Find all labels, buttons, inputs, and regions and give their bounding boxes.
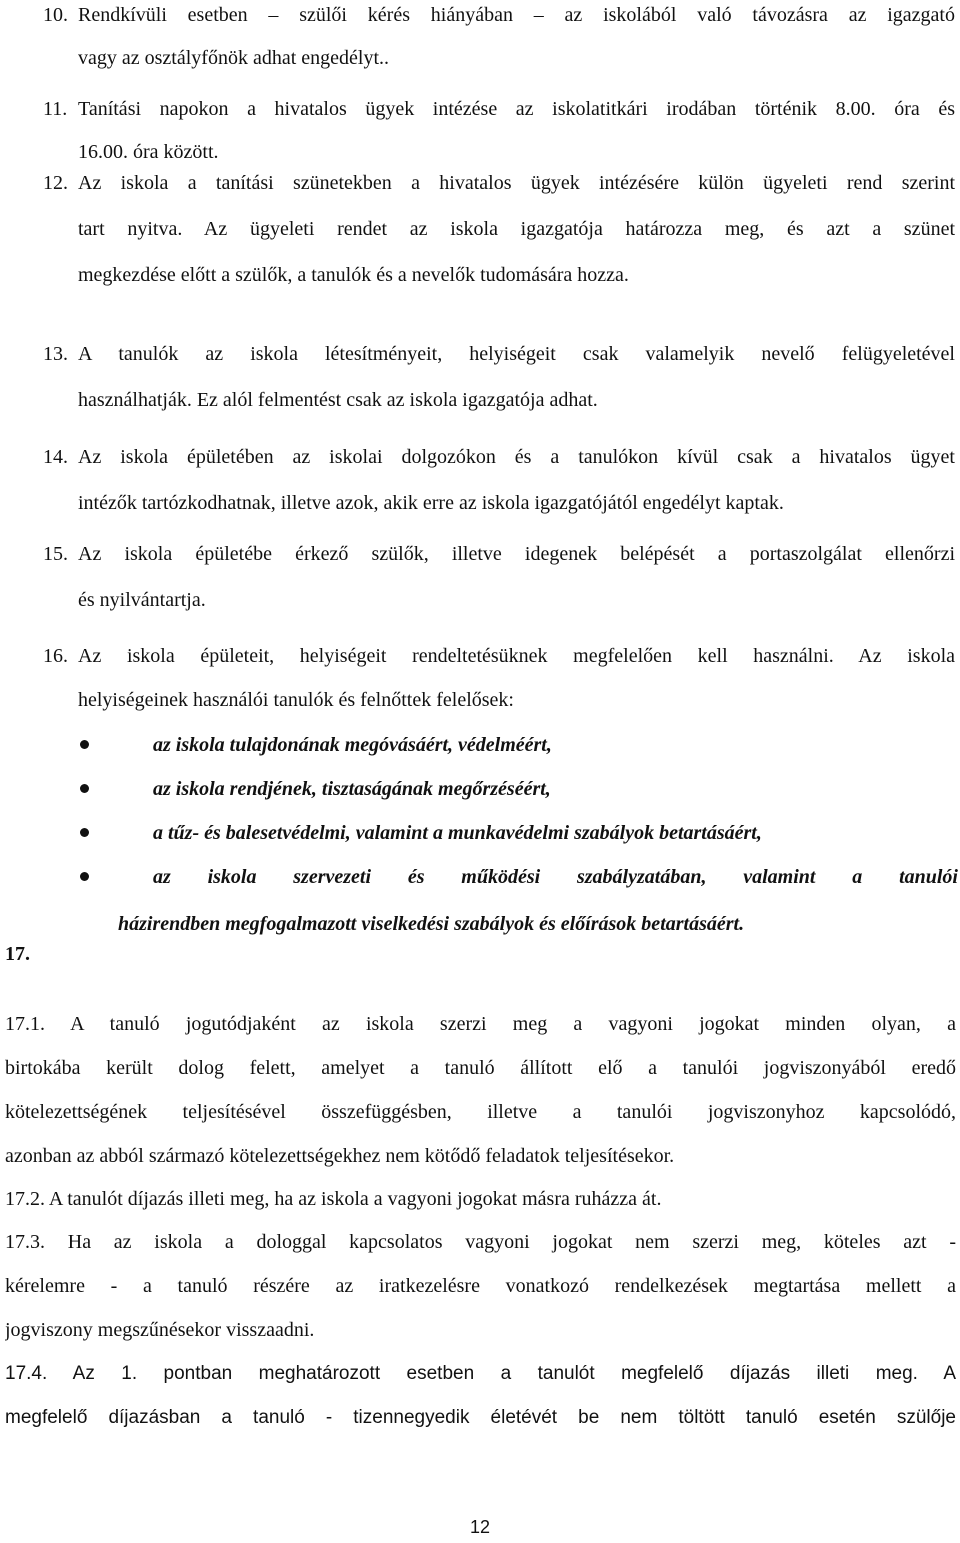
- item-number: 14.: [43, 446, 68, 468]
- list-item-13: [43, 331, 955, 423]
- paragraph-line: kérelemre - a tanuló részére az iratkezelésre vonatkozó rendelkezések megtartása mellett a: [5, 1275, 956, 1297]
- item-text-line: A tanulók az iskola létesítményeit, helyiségeit csak valamelyik nevelő felügyeletével: [78, 343, 955, 365]
- item-number: 15.: [43, 543, 68, 565]
- item-text-line: 16.00. óra között.: [78, 141, 219, 163]
- item-text-line: és nyilvántartja.: [78, 589, 206, 611]
- paragraph-line: birtokába került dolog felett, amelyet a tanuló állított elő a tanulói jogviszonyából eredő: [5, 1057, 956, 1079]
- paragraph-line: kötelezettségének teljesítésével összefüggésben, illetve a tanulói jogviszonyhoz kapcsolódó,: [5, 1101, 956, 1123]
- item-text-line: vagy az osztályfőnök adhat engedélyt..: [78, 47, 389, 69]
- item-text-line: Az iskola épületeit, helyiségeit rendeltetésüknek megfelelően kell használni. Az iskola: [78, 645, 955, 667]
- list-item-14: [43, 434, 955, 526]
- paragraph-line: megfelelő díjazásban a tanuló - tizennegyedik életévét be nem töltött tanuló esetén szülője: [5, 1407, 956, 1428]
- item-text-line: megkezdése előtt a szülők, a tanulók és a nevelők tudomására hozza.: [78, 264, 629, 286]
- item-number: 13.: [43, 343, 68, 365]
- paragraph-line: 17.1. A tanuló jogutódjaként az iskola szerzi meg a vagyoni jogokat minden olyan, a: [5, 1013, 956, 1035]
- bullet-text: az iskola tulajdonának megóvásáért, védelméért,: [153, 734, 552, 756]
- item-text-line: Az iskola épületében az iskolai dolgozókon és a tanulókon kívül csak a hivatalos ügyet: [78, 446, 955, 468]
- bullet-item: [78, 723, 958, 767]
- item-text-line: Az iskola a tanítási szünetekben a hivatalos ügyek intézésére külön ügyeleti rend szerint: [78, 172, 955, 194]
- paragraph-17-1: [5, 1002, 956, 1178]
- list-item-10: [43, 0, 955, 80]
- item-text-line: Tanítási napokon a hivatalos ügyek intézése az iskolatitkári irodában történik 8.00. óra és: [78, 98, 955, 120]
- responsibility-list: [78, 723, 958, 899]
- section-heading: 17.: [5, 943, 30, 965]
- paragraph-17-2: [5, 1177, 956, 1221]
- item-number: 11.: [43, 98, 68, 120]
- bullet-item: [78, 811, 958, 855]
- page-number: 12: [469, 1517, 491, 1537]
- bullet-dot-icon: [80, 740, 89, 749]
- paragraph-line: jogviszony megszűnésekor visszaadni.: [5, 1319, 315, 1341]
- item-text-line: használhatják. Ez alól felmentést csak az iskola igazgatója adhat.: [78, 389, 598, 411]
- paragraph-line: 17.3. Ha az iskola a dologgal kapcsolatos vagyoni jogokat nem szerzi meg, köteles azt -: [5, 1231, 956, 1253]
- item-text-line: intézők tartózkodhatnak, illetve azok, akik erre az iskola igazgatójától engedélyt kaptak.: [78, 492, 784, 514]
- bullet-dot-icon: [80, 872, 89, 881]
- paragraph-line: 17.4. Az 1. pontban meghatározott esetben a tanulót megfelelő díjazás illeti meg. A: [5, 1363, 956, 1384]
- paragraph-line: azonban az abból származó kötelezettségekhez nem kötődő feladatok teljesítésekor.: [5, 1145, 675, 1167]
- item-text-line: Rendkívüli esetben – szülői kérés hiányában – az iskolából való távozásra az igazgató: [78, 4, 955, 26]
- bullet-dot-icon: [80, 784, 89, 793]
- paragraph-17-3: [5, 1220, 956, 1352]
- paragraph-line: 17.2. A tanulót díjazás illeti meg, ha az iskola a vagyoni jogokat másra ruházza át.: [5, 1188, 662, 1210]
- list-item-12: [43, 160, 955, 298]
- bullet-continuation: házirendben megfogalmazott viselkedési szabályok és előírások betartásáért.: [118, 913, 745, 935]
- item-number: 16.: [43, 645, 68, 667]
- item-text-line: helyiségeinek használói tanulók és felnőttek felelősek:: [78, 689, 514, 711]
- list-item-15: [43, 531, 955, 623]
- item-text-line: tart nyitva. Az ügyeleti rendet az iskola igazgatója határozza meg, és azt a szünet: [78, 218, 955, 240]
- item-number: 12.: [43, 172, 68, 194]
- bullet-item: [78, 767, 958, 811]
- bullet-text: az iskola szervezeti és működési szabályzatában, valamint a tanulói: [153, 866, 958, 888]
- paragraph-17-4: [5, 1352, 956, 1440]
- bullet-dot-icon: [80, 828, 89, 837]
- item-text-line: Az iskola épületébe érkező szülők, illetve idegenek belépését a portaszolgálat ellenőrzi: [78, 543, 955, 565]
- bullet-text: a tűz- és balesetvédelmi, valamint a munkavédelmi szabályok betartásáért,: [153, 822, 762, 844]
- bullet-item: [78, 855, 958, 899]
- item-number: 10.: [43, 4, 68, 26]
- bullet-text: az iskola rendjének, tisztaságának megőrzéséért,: [153, 778, 551, 800]
- list-item-16: [43, 634, 955, 722]
